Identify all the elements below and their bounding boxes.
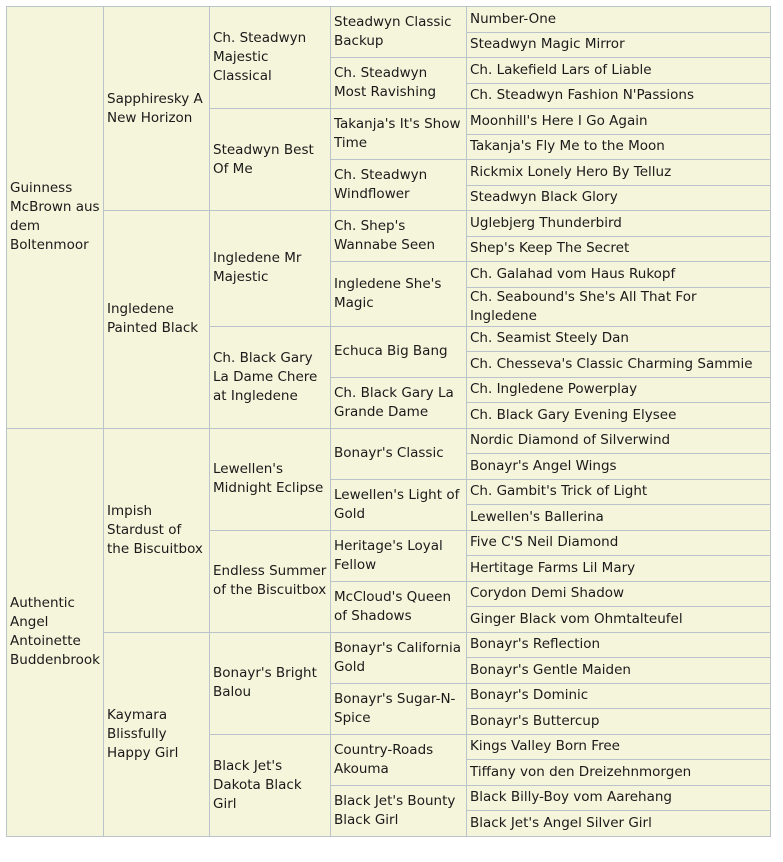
ancestor-name: Bonayr's Buttercup xyxy=(470,712,600,729)
pedigree-row xyxy=(7,211,771,237)
gen5-cell xyxy=(467,811,771,837)
gen4-cell xyxy=(331,326,467,377)
ancestor-name: Bonayr's Bright Balou xyxy=(213,665,317,700)
ancestor-name: Black Jet's Angel Silver Girl xyxy=(470,814,652,831)
ancestor-name: Hertitage Farms Lil Mary xyxy=(470,559,636,576)
gen4-cell xyxy=(331,683,467,734)
gen5-cell xyxy=(467,505,771,531)
ancestor-name: Ch. Black Gary La Grande Dame xyxy=(334,384,454,420)
ancestor-name: Ingledene She's Magic xyxy=(334,275,442,311)
gen5-cell xyxy=(467,109,771,135)
gen4-cell xyxy=(331,581,467,632)
gen5-cell xyxy=(467,734,771,760)
ancestor-name: Rickmix Lonely Hero By Telluz xyxy=(470,163,672,180)
ancestor-name: Ch. Steadwyn Windflower xyxy=(334,167,428,202)
ancestor-name: Ch. Seamist Steely Dan xyxy=(470,330,629,347)
ancestor-name: Ch. Steadwyn Most Ravishing xyxy=(334,65,437,100)
gen4-cell xyxy=(331,7,467,58)
gen2-cell xyxy=(104,632,210,836)
gen5-cell xyxy=(467,352,771,378)
gen5-cell xyxy=(467,479,771,505)
gen5-cell xyxy=(467,160,771,186)
gen4-cell xyxy=(331,530,467,581)
pedigree-row xyxy=(7,632,771,658)
pedigree-table xyxy=(6,6,771,837)
ancestor-name: Bonayr's Angel Wings xyxy=(470,457,617,474)
ancestor-name: Black Jet's Bounty Black Girl xyxy=(334,792,456,828)
ancestor-name: Bonayr's California Gold xyxy=(334,639,462,675)
ancestor-name: Ch. Seabound's She's All That For Ingledene xyxy=(470,288,697,324)
ancestor-name: Bonayr's Reflection xyxy=(470,636,601,653)
ancestor-name: Takanja's Fly Me to the Moon xyxy=(470,138,665,155)
gen5-cell xyxy=(467,454,771,480)
ancestor-name: Ginger Black vom Ohmtalteufel xyxy=(470,610,683,627)
gen4-cell xyxy=(331,109,467,160)
ancestor-name: Ch. Shep's Wannabe Seen xyxy=(334,218,436,253)
gen5-cell xyxy=(467,326,771,352)
ancestor-name: Ch. Ingledene Powerplay xyxy=(470,381,638,398)
ancestor-name: Echuca Big Bang xyxy=(334,343,448,359)
ancestor-name: Ch. Galahad vom Haus Rukopf xyxy=(470,265,676,282)
ancestor-name: Shep's Keep The Secret xyxy=(470,240,630,257)
ancestor-name: Kings Valley Born Free xyxy=(470,738,620,755)
gen4-cell xyxy=(331,632,467,683)
ancestor-name: Ch. Black Gary Evening Elysee xyxy=(470,406,677,423)
ancestor-name: Kaymara Blissfully Happy Girl xyxy=(107,706,179,761)
gen3-cell xyxy=(210,7,331,109)
ancestor-name: Number-One xyxy=(470,10,557,27)
ancestor-name: Steadwyn Magic Mirror xyxy=(470,36,625,53)
ancestor-name: Lewellen's Midnight Eclipse xyxy=(213,461,324,496)
gen5-cell xyxy=(467,530,771,556)
gen5-cell xyxy=(467,683,771,709)
ancestor-name: Corydon Demi Shadow xyxy=(470,585,625,602)
gen4-cell xyxy=(331,160,467,211)
gen2-cell xyxy=(104,211,210,429)
gen2-cell xyxy=(104,428,210,632)
ancestor-name: Authentic Angel Antoinette Buddenbrook xyxy=(10,595,100,668)
pedigree-row xyxy=(7,428,771,454)
ancestor-name: Steadwyn Black Glory xyxy=(470,189,618,206)
ancestor-name: Ch. Steadwyn Majestic Classical xyxy=(213,30,307,84)
ancestor-name: McCloud's Queen of Shadows xyxy=(334,588,452,624)
gen5-cell xyxy=(467,760,771,786)
gen1-sire-cell xyxy=(7,7,104,429)
gen5-cell xyxy=(467,428,771,454)
ancestor-name: Five C'S Neil Diamond xyxy=(470,534,619,551)
gen5-cell xyxy=(467,403,771,429)
ancestor-name: Ch. Steadwyn Fashion N'Passions xyxy=(470,87,694,104)
ancestor-name: Steadwyn Best Of Me xyxy=(213,141,314,177)
ancestor-name: Endless Summer of the Biscuitbox xyxy=(213,563,327,598)
gen5-cell xyxy=(467,287,771,326)
ancestor-name: Guinness McBrown aus dem Boltenmoor xyxy=(10,180,100,254)
gen5-cell xyxy=(467,377,771,403)
gen5-cell xyxy=(467,556,771,582)
ancestor-name: Nordic Diamond of Silverwind xyxy=(470,432,671,449)
ancestor-name: Black Billy-Boy vom Aarehang xyxy=(470,789,672,806)
gen4-cell xyxy=(331,785,467,836)
ancestor-name: Ch. Black Gary La Dame Chere at Ingledene xyxy=(213,349,318,404)
gen3-cell xyxy=(210,632,331,734)
ancestor-name: Moonhill's Here I Go Again xyxy=(470,112,648,129)
gen5-cell xyxy=(467,581,771,607)
ancestor-name: Bonayr's Sugar-N-Spice xyxy=(334,690,456,726)
gen5-cell xyxy=(467,709,771,735)
ancestor-name: Bonayr's Dominic xyxy=(470,687,589,704)
gen3-cell xyxy=(210,734,331,836)
ancestor-name: Ch. Lakefield Lars of Liable xyxy=(470,61,652,78)
gen4-cell xyxy=(331,479,467,530)
ancestor-name: Tiffany von den Dreizehnmorgen xyxy=(470,763,692,780)
gen2-cell xyxy=(104,7,210,211)
gen4-cell xyxy=(331,377,467,428)
ancestor-name: Lewellen's Light of Gold xyxy=(334,486,460,522)
gen5-cell xyxy=(467,185,771,211)
ancestor-name: Sapphiresky A New Horizon xyxy=(107,90,203,126)
gen4-cell xyxy=(331,428,467,479)
gen5-cell xyxy=(467,262,771,288)
gen3-cell xyxy=(210,530,331,632)
ancestor-name: Lewellen's Ballerina xyxy=(470,508,604,525)
gen5-cell xyxy=(467,211,771,237)
ancestor-name: Bonayr's Classic xyxy=(334,445,444,461)
gen5-cell xyxy=(467,658,771,684)
gen5-cell xyxy=(467,785,771,811)
gen3-cell xyxy=(210,109,331,211)
gen5-cell xyxy=(467,236,771,262)
gen3-cell xyxy=(210,326,331,428)
gen3-cell xyxy=(210,428,331,530)
ancestor-name: Takanja's It's Show Time xyxy=(334,116,461,151)
ancestor-name: Ch. Gambit's Trick of Light xyxy=(470,483,648,500)
gen5-cell xyxy=(467,83,771,109)
ancestor-name: Steadwyn Classic Backup xyxy=(334,14,452,49)
gen1-dam-cell xyxy=(7,428,104,836)
gen3-cell xyxy=(210,211,331,327)
gen5-cell xyxy=(467,134,771,160)
gen5-cell xyxy=(467,632,771,658)
pedigree-row xyxy=(7,7,771,33)
gen4-cell xyxy=(331,211,467,262)
gen5-cell xyxy=(467,7,771,33)
gen4-cell xyxy=(331,58,467,109)
ancestor-name: Heritage's Loyal Fellow xyxy=(334,537,443,573)
gen5-cell xyxy=(467,607,771,633)
ancestor-name: Ch. Chesseva's Classic Charming Sammie xyxy=(470,355,753,372)
gen4-cell xyxy=(331,734,467,785)
ancestor-name: Bonayr's Gentle Maiden xyxy=(470,661,631,678)
ancestor-name: Ingledene Mr Majestic xyxy=(213,250,302,286)
gen4-cell xyxy=(331,262,467,327)
ancestor-name: Ingledene Painted Black xyxy=(107,301,199,337)
ancestor-name: Black Jet's Dakota Black Girl xyxy=(213,757,302,812)
gen5-cell xyxy=(467,58,771,84)
gen5-cell xyxy=(467,32,771,58)
ancestor-name: Uglebjerg Thunderbird xyxy=(470,214,622,231)
ancestor-name: Impish Stardust of the Biscuitbox xyxy=(107,502,203,557)
ancestor-name: Country-Roads Akouma xyxy=(334,741,434,777)
